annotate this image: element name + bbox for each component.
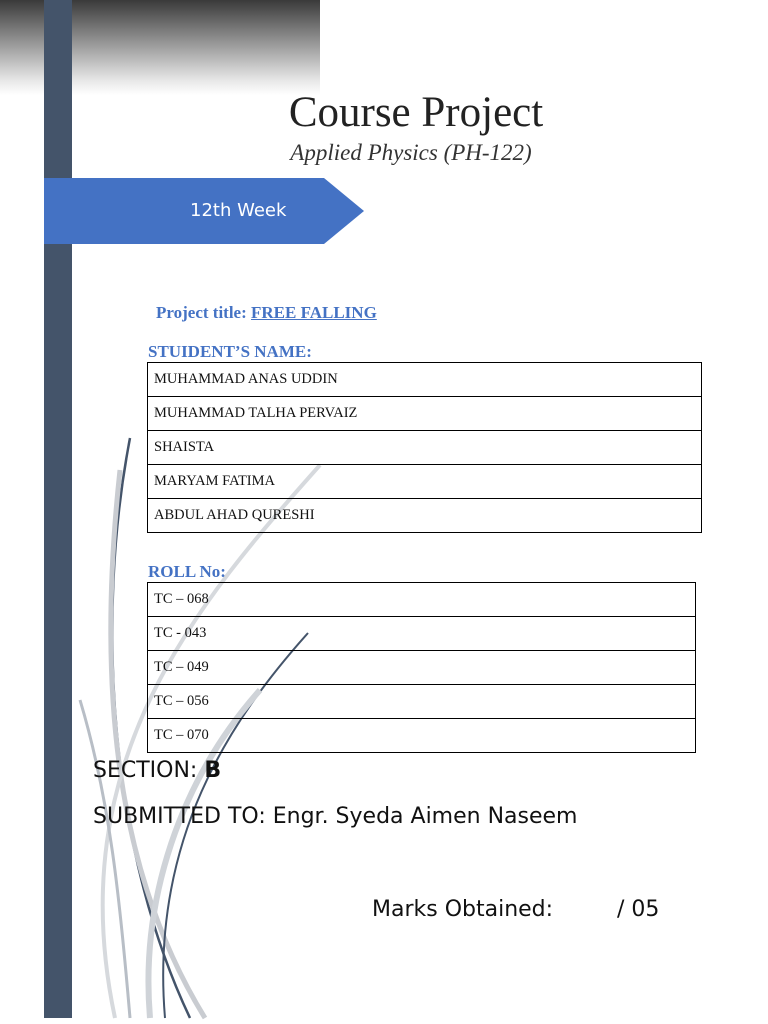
student-name: SHAISTA [148,431,702,465]
roll-number: TC – 056 [148,685,696,719]
submitted-label: SUBMITTED TO: [93,804,266,829]
page-title: Course Project [288,89,544,136]
week-label: 12th Week [190,200,287,221]
marks-total: / 05 [617,897,660,922]
submitted-to-line [93,804,577,829]
roll-number: TC - 043 [148,617,696,651]
student-name: MUHAMMAD TALHA PERVAIZ [148,397,702,431]
student-names-table [147,362,702,533]
table-row [148,431,702,465]
project-title [156,303,377,323]
table-row [148,465,702,499]
roll-heading: ROLL No: [148,562,226,581]
student-name: MUHAMMAD ANAS UDDIN [148,363,702,397]
course-subtitle: Applied Physics (PH-122) [290,140,532,165]
roll-number: TC – 049 [148,651,696,685]
project-title-label: Project title: [156,303,247,322]
roll-numbers-table [147,582,696,753]
student-name: ABDUL AHAD QURESHI [148,499,702,533]
section-value: B [204,758,222,783]
roll-number: TC – 068 [148,583,696,617]
table-row [148,685,696,719]
table-row [148,363,702,397]
section-label: SECTION: [93,758,198,783]
roll-number: TC – 070 [148,719,696,753]
marks-label: Marks Obtained: [372,897,554,922]
student-name: MARYAM FATIMA [148,465,702,499]
table-row [148,719,696,753]
table-row [148,499,702,533]
section-line [93,758,221,783]
table-row [148,583,696,617]
project-title-value: FREE FALLING [251,303,377,322]
students-heading: STUIDENT’S NAME: [148,342,312,361]
table-row [148,397,702,431]
table-row [148,651,696,685]
submitted-value: Engr. Syeda Aimen Naseem [272,804,578,829]
table-row [148,617,696,651]
